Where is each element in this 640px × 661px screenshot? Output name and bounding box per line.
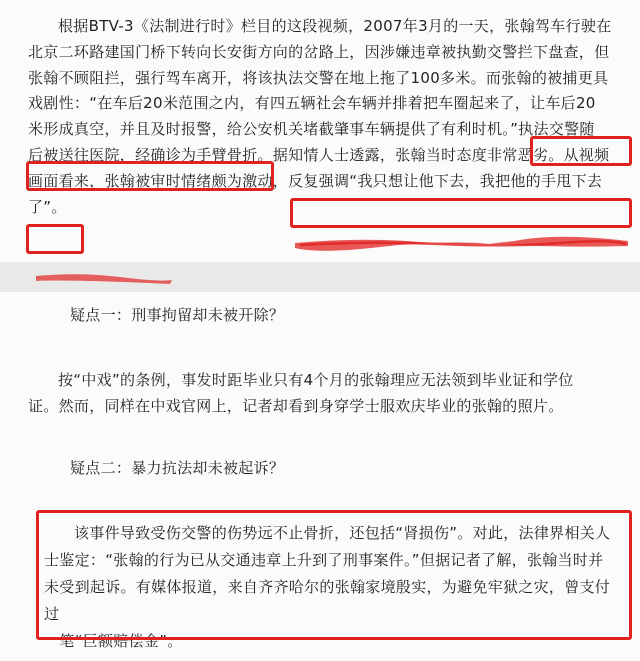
text-line: 根据BTV-3《法制进行时》栏目的这段视频，2007年3月的一天，张翰驾车行驶在 <box>58 17 612 35</box>
question-one-heading: 疑点一：刑事拘留却未被开除？ <box>70 306 285 324</box>
paragraph-graduation <box>28 368 628 420</box>
text-line: 了”。 <box>28 197 67 216</box>
text-line: 画面看来，张翰被审时情绪颇为激动，反复强调“我只想让他下去，我把他的手甩下去 <box>28 171 603 190</box>
text-line: 戏剧性：“在车后20米范围之内，有四五辆社会车辆并排着把车圈起来了，让车后20 <box>28 94 596 113</box>
text-line: 未受到起诉。有媒体报道，来自齐齐哈尔的张翰家境殷实，为避免牢狱之灾，曾支付过 <box>44 578 611 623</box>
text-line: 按“中戏”的条例，事发时距毕业只有4个月的张翰理应无法领到毕业证和学位 <box>58 371 574 389</box>
text-line: 张翰不顾阻拦，强行驾车离开，将该执法交警在地上拖了100多米。而张翰的被捕更具 <box>28 68 609 87</box>
red-scribble-mark <box>0 262 640 292</box>
paragraph-prosecution <box>44 520 624 655</box>
question-two-heading: 疑点二：暴力抗法却未被起诉？ <box>70 459 285 477</box>
text-line: 该事件导致受伤交警的伤势远不止骨折，还包括“肾损伤”。对此，法律界相关人 <box>74 524 611 542</box>
text-line: 一笔“巨额赔偿金”。 <box>44 632 183 650</box>
text-line: 后被送往医院，经确诊为手臂骨折。据知情人士透露，张翰当时态度非常恶劣。从视频 <box>28 145 610 164</box>
text-line: 士鉴定：“张翰的行为已从交通违章上升到了刑事案件。”但据记者了解，张翰当时并 <box>44 551 604 569</box>
paragraph-video-account <box>28 14 628 220</box>
text-line: 米形成真空，并且及时报警，给公安机关堵截肇事车辆提供了有利时机。”执法交警随 <box>28 120 595 139</box>
text-line: 北京二环路建国门桥下转向长安街方向的岔路上，因涉嫌违章被执勤交警拦下盘查，但 <box>28 42 610 61</box>
text-line: 证。然而，同样在中戏官网上，记者却看到身穿学士服欢庆毕业的张翰的照片。 <box>28 396 564 415</box>
